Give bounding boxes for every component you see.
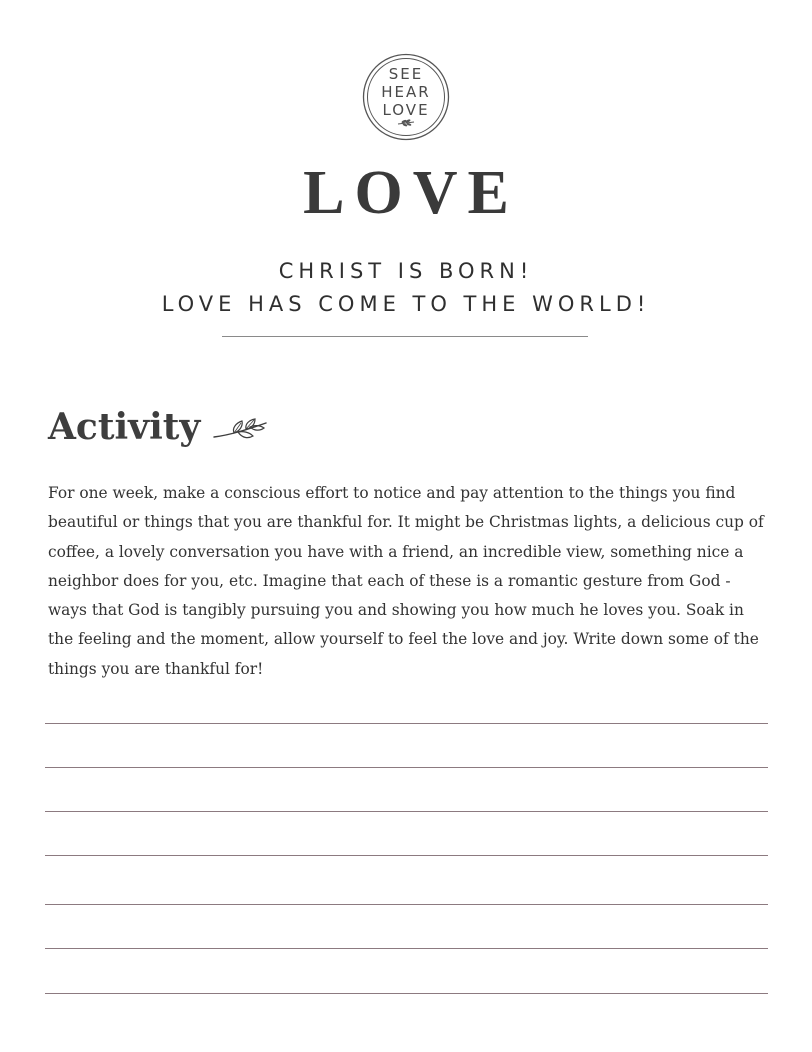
activity-instructions: For one week, make a conscious effort to notice and pay attention to the things you find beautiful or things that you are thankful for. It might be Christmas lights, a delicious cup of coffee, a lovely conversation you have with a friend, an incredible view, something nice a neighbor does for you, etc. Imagine that each of these is a romantic gesture from God - ways that God is tangibly pursuing you and showing you how much he loves you. Soak in the feeling and the moment, allow yourself to feel the love and joy. Write down some of the things you are thankful for! [48,484,764,678]
title-divider [222,336,588,337]
writing-line[interactable] [45,904,768,905]
see-hear-love-logo [362,53,450,141]
logo-text [362,65,450,119]
writing-line[interactable] [45,993,768,994]
writing-line[interactable] [45,811,768,812]
writing-line[interactable] [45,767,768,768]
writing-line[interactable] [45,855,768,856]
logo-line-hear: HEAR [381,83,431,101]
subtitle-line-1: CHRIST IS BORN! [278,259,534,283]
writing-line[interactable] [45,723,768,724]
page-title: LOVE [303,159,519,227]
logo-line-love: LOVE [382,101,430,119]
logo-line-see: SEE [388,65,424,83]
leaf-sprig-icon [397,119,415,127]
leaf-sprig-icon [212,418,268,444]
activity-heading: Activity [48,406,201,448]
subtitle-line-2: LOVE HAS COME TO THE WORLD! [161,292,651,316]
writing-line[interactable] [45,948,768,949]
